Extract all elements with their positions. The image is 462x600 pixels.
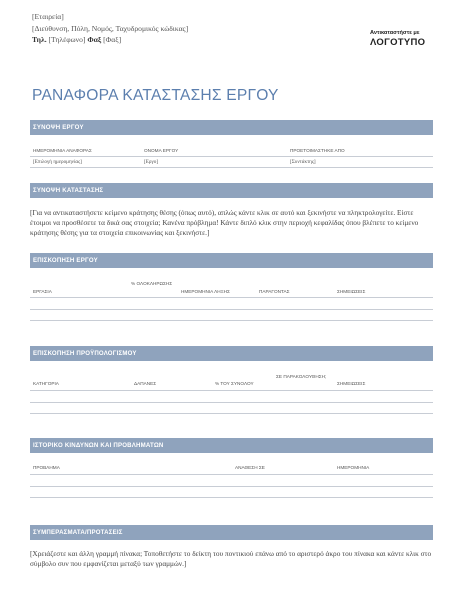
fax-label: Φαξ: [87, 35, 102, 44]
col-project-name: ΟΝΟΜΑ ΕΡΓΟΥ: [144, 148, 179, 153]
section-header-overview: ΕΠΙΣΚΟΠΗΣΗ ΕΡΓΟΥ: [30, 253, 433, 268]
col-percent-complete: % ΟΛΟΚΛΗΡΩΣΗΣ: [131, 281, 173, 286]
section-header-risks: ΙΣΤΟΡΙΚΟ ΚΙΝΔΥΝΩΝ ΚΑΙ ΠΡΟΒΛΗΜΑΤΩΝ: [30, 438, 433, 453]
logo-small-text: Αντικαταστήστε με: [370, 30, 420, 36]
col-factor: ΠΑΡΑΓΟΝΤΑΣ: [259, 289, 290, 294]
table-row[interactable]: [30, 486, 433, 487]
company-info: [32, 11, 188, 46]
col-risk-date: ΗΜΕΡΟΜΗΝΙΑ: [337, 465, 370, 470]
section-header-budget: ΕΠΙΣΚΟΠΗΣΗ ΠΡΟΫΠΟΛΟΓΙΣΜΟΥ: [30, 346, 433, 361]
logo-placeholder[interactable]: [370, 30, 440, 49]
phone-value[interactable]: [Τηλέφωνο]: [48, 35, 86, 44]
table-rule: [30, 297, 433, 298]
contact-line: [32, 34, 188, 46]
col-expenses: ΔΑΠΑΝΕΣ: [134, 381, 157, 386]
col-due-date: ΗΜΕΡΟΜΗΝΙΑ ΛΗΞΗΣ: [181, 289, 230, 294]
company-name[interactable]: [Εταιρεία]: [32, 12, 64, 21]
table-rule: [30, 167, 433, 168]
table-rule: [30, 474, 433, 475]
col-issue: ΠΡΟΒΛΗΜΑ: [33, 465, 60, 470]
section-header-summary: ΣΥΝΟΨΗ ΕΡΓΟΥ: [30, 120, 433, 135]
col-assigned-to: ΑΝΑΘΕΣΗ ΣΕ: [235, 465, 265, 470]
status-summary-text[interactable]: [Για να αντικαταστήσετε κείμενο κράτησης θέσης (όπως αυτό), απλώς κάντε κλικ σε αυτό και ξεκινήστε να πληκτρολογείτε. Είστε έτοιμοι να προσθέσετε τα δικά σας στοιχεία; Κανένα πρόβλημα! Κάντε διπλό κλικ στην περιοχή κεφαλίδας όπου βλέπετε το κείμενο κράτησης θέσης για τα στοιχεία επικοινωνίας και ξεκινήστε.]: [30, 208, 419, 237]
report-title[interactable]: ΡΑΝΑΦΟΡΑ ΚΑΤΑΣΤΑΣΗΣ ΕΡΓΟΥ: [32, 87, 279, 104]
fax-value[interactable]: [Φαξ]: [103, 35, 122, 44]
conclusions-text[interactable]: [Χρειάζεστε και άλλη γραμμή πίνακα; Τοποθετήστε το δείκτη του ποντικιού επάνω από το αριστερό άκρο του πίνακα και κάντε κλικ στο σύμβολο συν που εμφανίζεται μεταξύ των γραμμών.]: [30, 549, 432, 568]
table-row[interactable]: [30, 413, 433, 414]
col-category: ΚΑΤΗΓΟΡΙΑ: [33, 381, 59, 386]
col-notes: ΣΗΜΕΙΩΣΕΙΣ: [337, 289, 366, 294]
phone-label: Τηλ.: [32, 35, 47, 44]
col-on-track: ΣΕ ΠΑΡΑΚΟΛΟΥΘΗΣΗ;: [276, 374, 327, 379]
table-row[interactable]: [30, 309, 433, 310]
col-prepared-by: ΠΡΟΕΤΟΙΜΑΣΤΗΚΕ ΑΠΟ: [290, 148, 345, 153]
project-name-value[interactable]: [Εργο]: [144, 159, 159, 165]
col-report-date: ΗΜΕΡΟΜΗΝΙΑ ΑΝΑΦΟΡΑΣ: [33, 148, 92, 153]
section-header-status: ΣΥΝΟΨΗ ΚΑΤΑΣΤΑΣΗΣ: [30, 183, 433, 198]
report-date-value[interactable]: [Επιλογή ημερομηνίας]: [33, 159, 82, 165]
col-budget-notes: ΣΗΜΕΙΩΣΕΙΣ: [337, 381, 366, 386]
section-header-conclusions: ΣΥΜΠΕΡΑΣΜΑΤΑ/ΠΡΟΤΑΣΕΙΣ: [30, 525, 433, 540]
col-task: ΕΡΓΑΣΙΑ: [33, 289, 52, 294]
table-rule: [30, 390, 433, 391]
company-address[interactable]: [Διεύθυνση, Πόλη, Νομός, Ταχυδρομικός κώδικας]: [32, 23, 189, 33]
table-rule: [30, 156, 433, 157]
table-row[interactable]: [30, 320, 433, 321]
col-percent-total: % ΤΟΥ ΣΥΝΟΛΟΥ: [215, 381, 254, 386]
logo-big-text: ΛΟΓΟΤΥΠΟ: [370, 37, 426, 48]
table-row[interactable]: [30, 402, 433, 403]
table-row[interactable]: [30, 497, 433, 498]
prepared-by-value[interactable]: [Συντάκτης]: [290, 159, 316, 165]
